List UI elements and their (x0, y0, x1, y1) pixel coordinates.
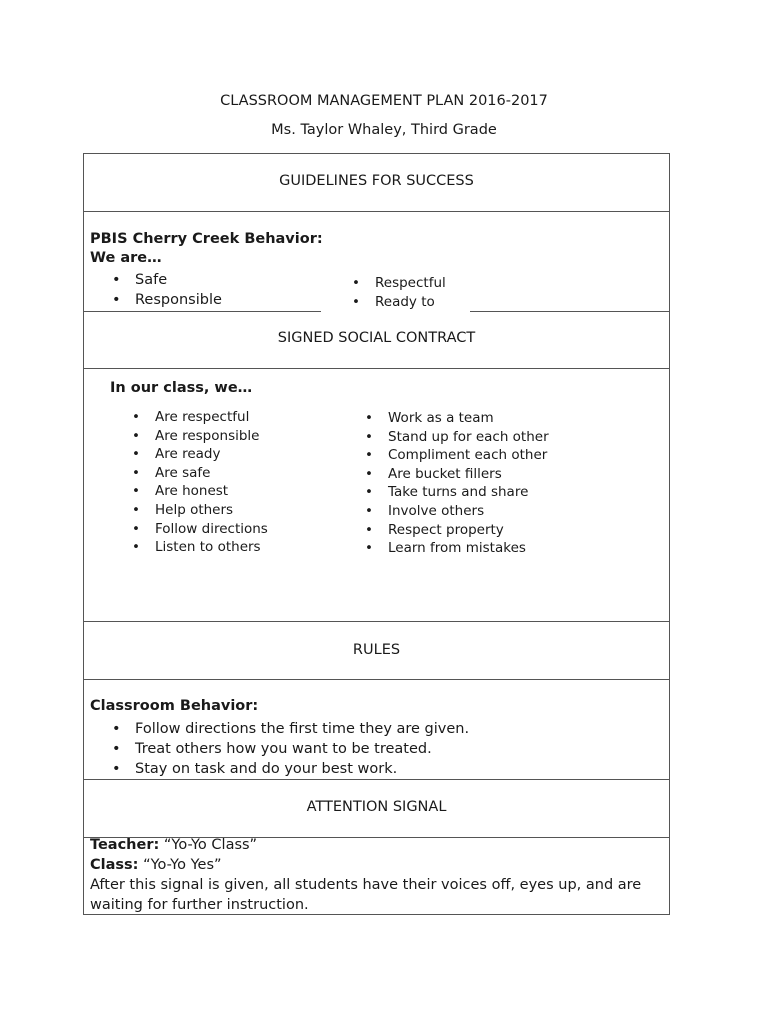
divider (470, 311, 669, 312)
class-signal: “Yo-Yo Yes” (138, 857, 222, 873)
list-item: • Stay on task and do your best work. (135, 759, 469, 779)
list-item: • Treat others how you want to be treated. (135, 739, 469, 759)
rules-list (135, 719, 469, 779)
divider (84, 779, 669, 780)
divider (84, 621, 669, 622)
document-title: CLASSROOM MANAGEMENT PLAN 2016-2017 (220, 93, 548, 109)
list-item: • Responsible (135, 290, 222, 310)
list-item: • Respect property (388, 521, 549, 540)
divider (84, 679, 669, 680)
teacher-signal: “Yo-Yo Class” (159, 837, 258, 853)
list-item: • Safe (135, 270, 222, 290)
contract-left-list (155, 408, 268, 557)
list-item: • Listen to others (155, 538, 268, 557)
guidelines-heading: GUIDELINES FOR SUCCESS (279, 173, 474, 189)
divider (84, 211, 669, 212)
list-item: • Are responsible (155, 427, 268, 446)
list-item: • Are bucket fillers (388, 465, 549, 484)
signal-description-line-1: After this signal is given, all students have their voices off, eyes up, and are (90, 877, 642, 893)
teacher-label: Teacher: (90, 837, 160, 853)
attention-heading: ATTENTION SIGNAL (306, 799, 447, 815)
list-item: • Compliment each other (388, 446, 549, 465)
divider (84, 368, 669, 369)
classroom-behavior-label: Classroom Behavior: (90, 698, 259, 714)
list-item: • Work as a team (388, 409, 549, 428)
contract-right-list (388, 409, 549, 558)
list-item: • Are ready (155, 445, 268, 464)
class-line (90, 857, 222, 873)
class-label: Class: (90, 857, 139, 873)
rules-heading: RULES (352, 642, 401, 658)
list-item: • Involve others (388, 502, 549, 521)
contract-heading: SIGNED SOCIAL CONTRACT (277, 330, 476, 346)
divider (84, 311, 321, 312)
plan-table (83, 153, 670, 915)
document-subtitle: Ms. Taylor Whaley, Third Grade (271, 122, 497, 138)
list-item: • Are safe (155, 464, 268, 483)
list-item: • Follow directions (155, 520, 268, 539)
teacher-line (90, 837, 257, 853)
contract-intro: In our class, we… (110, 380, 253, 396)
list-item: • Are honest (155, 482, 268, 501)
signal-description-line-2: waiting for further instruction. (90, 897, 309, 913)
guidelines-left-list (135, 270, 222, 310)
list-item: • Respectful (375, 274, 446, 293)
we-are-label: We are… (90, 250, 162, 266)
list-item: • Learn from mistakes (388, 539, 549, 558)
list-item: • Take turns and share (388, 483, 549, 502)
pbis-label: PBIS Cherry Creek Behavior: (90, 231, 323, 247)
guidelines-right-list (375, 274, 446, 311)
list-item: • Follow directions the first time they are given. (135, 719, 469, 739)
list-item: • Help others (155, 501, 268, 520)
list-item: • Stand up for each other (388, 428, 549, 447)
list-item: • Ready to (375, 293, 446, 312)
list-item: • Are respectful (155, 408, 268, 427)
